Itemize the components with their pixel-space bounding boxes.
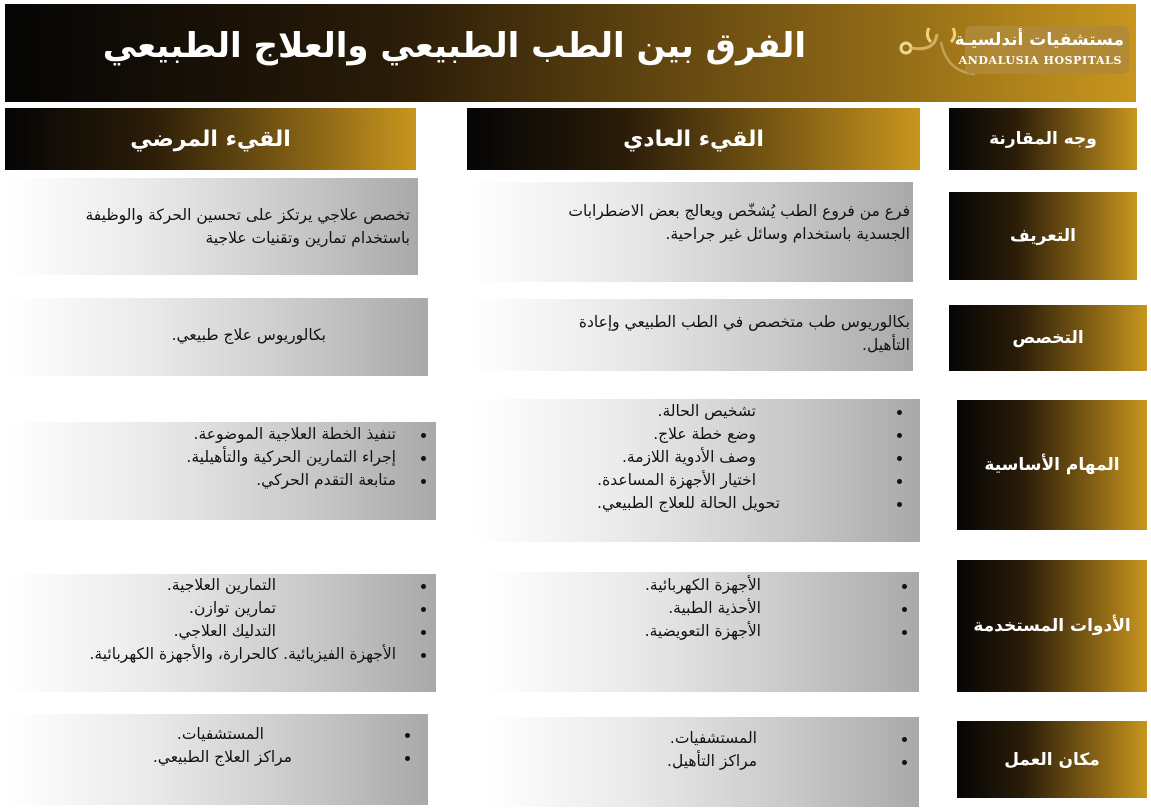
cell-definition-disease [8, 178, 418, 275]
logo-english: ANDALUSIA HOSPITALS [958, 54, 1122, 67]
list-item: تمارين توازن. [90, 597, 427, 620]
header-aspect: وجه المقارنة [949, 108, 1137, 170]
line: تخصص علاجي يرتكز على تحسين الحركة والوظيفة [85, 206, 410, 224]
list-item: الأحذية الطبية. [645, 597, 907, 620]
page-title: الفرق بين الطب الطبيعي والعلاج الطبيعي [102, 26, 806, 66]
cell-workplace-normal [486, 717, 919, 807]
list-item: المستشفيات. [667, 727, 907, 750]
rowlabel-specialty: التخصص [949, 305, 1147, 371]
cell-specialty-normal [467, 299, 913, 371]
line: التأهيل. [862, 336, 910, 354]
list-item: التمارين العلاجية. [90, 574, 427, 597]
rowlabel-tools: الأدوات المستخدمة [957, 560, 1147, 692]
list-item: إجراء التمارين الحركية والتأهيلية. [186, 446, 426, 469]
list-item: تحويل الحالة للعلاج الطبيعي. [597, 492, 902, 515]
rowlabel-workplace: مكان العمل [957, 721, 1147, 798]
line: باستخدام تمارين وتقنيات علاجية [205, 229, 410, 247]
cell-workplace-disease [8, 714, 428, 805]
logo-arabic: مستشفيات أندلسيـة [954, 30, 1124, 50]
hospital-logo [895, 22, 1130, 82]
rowlabel-definition: التعريف [949, 192, 1137, 280]
cell-tools-disease [8, 574, 436, 692]
list-item: تنفيذ الخطة العلاجية الموضوعة. [186, 423, 426, 446]
list-item: الأجهزة الفيزيائية. كالحرارة، والأجهزة الكهربائية. [90, 643, 427, 666]
header-normal-vomiting: القيء العادي [467, 108, 920, 170]
list-item: المستشفيات. [153, 723, 410, 746]
cell-definition-normal [467, 182, 913, 282]
header-disease-vomiting: القيء المرضي [5, 108, 416, 170]
line: بكالوريوس طب متخصص في الطب الطبيعي وإعادة [578, 313, 910, 331]
list-item: تشخيص الحالة. [597, 400, 902, 423]
list-item: اختيار الأجهزة المساعدة. [597, 469, 902, 492]
cell-specialty-disease [8, 298, 428, 376]
line: بكالوريوس علاج طبيعي. [171, 326, 326, 344]
list-item: مراكز التأهيل. [667, 750, 907, 773]
rowlabel-tasks: المهام الأساسية [957, 400, 1147, 530]
list-item: الأجهزة التعويضية. [645, 620, 907, 643]
line: الجسدية باستخدام وسائل غير جراحية. [665, 225, 910, 243]
line: فرع من فروع الطب يُشخّص ويعالج بعض الاضطرابات [568, 202, 910, 220]
cell-tools-normal [486, 572, 919, 692]
list-item: متابعة التقدم الحركي. [186, 469, 426, 492]
cell-tasks-disease [8, 422, 436, 520]
list-item: وصف الأدوية اللازمة. [597, 446, 902, 469]
list-item: وضع خطة علاج. [597, 423, 902, 446]
list-item: الأجهزة الكهربائية. [645, 574, 907, 597]
list-item: مراكز العلاج الطبيعي. [153, 746, 410, 769]
cell-tasks-normal [474, 399, 920, 542]
list-item: التدليك العلاجي. [90, 620, 427, 643]
